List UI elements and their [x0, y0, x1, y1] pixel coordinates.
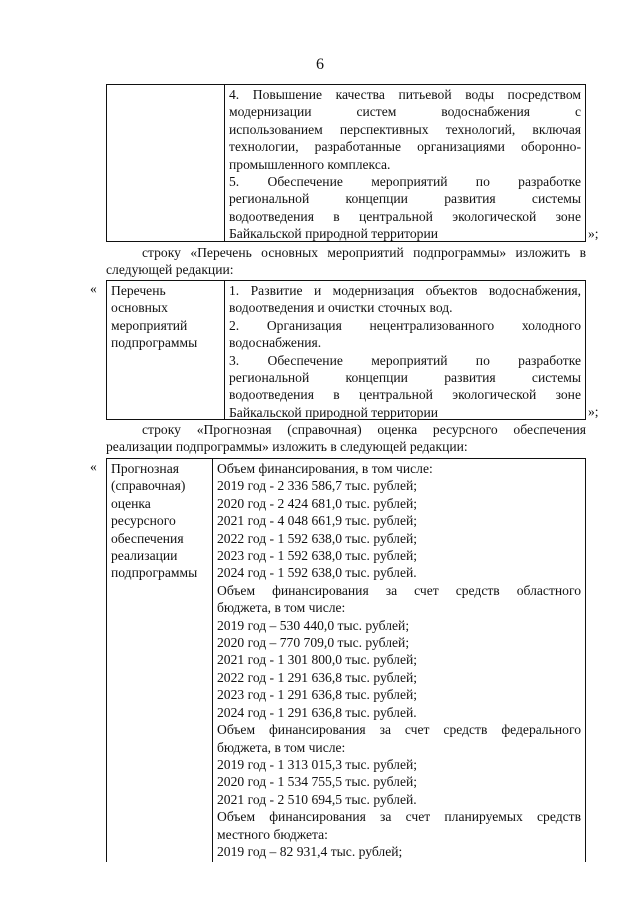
text-line: основных — [111, 300, 168, 316]
text-line: реализации — [111, 548, 178, 564]
table-left-cell — [107, 459, 213, 862]
text-line: подпрограммы — [111, 565, 198, 581]
text-line: 2021 год - 2 510 694,5 тыс. рублей. — [217, 791, 417, 807]
table-right-cell — [225, 281, 585, 419]
text-line: 2019 год - 2 336 586,7 тыс. рублей; — [217, 478, 418, 494]
text-line: водоснабжения. — [229, 335, 322, 351]
text-line: мероприятий — [111, 317, 188, 333]
text-line: использованием перспективных технологий, включая — [229, 121, 581, 137]
text-line: Объем финансирования, в том числе: — [217, 461, 433, 476]
text-line: 2019 год - 1 313 015,3 тыс. рублей; — [217, 756, 418, 772]
text-line: 2021 год - 1 301 800,0 тыс. рублей; — [217, 652, 418, 668]
text-line: 2019 год – 82 931,4 тыс. рублей; — [217, 843, 403, 859]
text-line: Перечень — [111, 283, 166, 298]
text-line: ресурсного — [111, 513, 176, 529]
text-line: 2020 год - 1 534 755,5 тыс. рублей; — [217, 774, 418, 790]
text-line: 2020 год – 770 709,0 тыс. рублей; — [217, 635, 410, 651]
text-line: 5. Обеспечение мероприятий по разработке — [229, 174, 581, 190]
text-line: 3. Обеспечение мероприятий по разработке — [229, 352, 581, 368]
text-line: 2024 год - 1 592 638,0 тыс. рублей. — [217, 565, 417, 581]
text-line: 2022 год - 1 592 638,0 тыс. рублей; — [217, 530, 418, 546]
text-line: 2023 год - 1 592 638,0 тыс. рублей; — [217, 548, 418, 564]
table-left-cell — [107, 281, 225, 419]
text-line: региональной концепции развития системы — [229, 370, 581, 386]
text-line: модернизации систем водоснабжения с — [229, 104, 581, 120]
text-line: 2023 год - 1 291 636,8 тыс. рублей; — [217, 687, 418, 703]
table-right-cell — [225, 85, 585, 241]
text-line: 4. Повышение качества питьевой воды посредством — [229, 87, 581, 102]
table-main-activities — [106, 280, 586, 420]
opening-quote: « — [90, 281, 97, 296]
text-line: Байкальской природной территории — [229, 404, 439, 420]
intro-3-line-2: реализации подпрограммы» изложить в следующей редакции: — [106, 439, 468, 455]
text-line: 1. Развитие и модернизация объектов водоснабжения, — [229, 283, 581, 298]
intro-2-line-2: следующей редакции: — [106, 262, 234, 278]
text-line: обеспечения — [111, 530, 184, 546]
text-line: бюджета, в том числе: — [217, 600, 346, 616]
text-line: 2021 год - 4 048 661,9 тыс. рублей; — [217, 513, 418, 529]
text-line: региональной концепции развития системы — [229, 191, 581, 207]
text-line: Объем финансирования за счет средств федерального — [217, 722, 581, 738]
text-line: местного бюджета: — [217, 826, 328, 842]
text-line: 2024 год - 1 291 636,8 тыс. рублей. — [217, 704, 417, 720]
table-left-cell-empty — [107, 85, 225, 241]
text-line: технологии, разработанные организациями оборонно- — [229, 139, 581, 155]
closing-quote: »; — [588, 404, 599, 419]
text-line: Объем финансирования за счет планируемых средств — [217, 809, 581, 825]
text-line: водоотведения в центральной экологической зоне — [229, 387, 581, 403]
text-line: Прогнозная — [111, 461, 179, 476]
table-water-supply-tasks — [106, 84, 586, 242]
text-line: оценка — [111, 495, 151, 511]
intro-3-line-1: строку «Прогнозная (справочная) оценка ресурсного обеспечения — [142, 422, 586, 437]
text-line: водоотведения и очистки сточных вод. — [229, 300, 453, 316]
text-line: Объем финансирования за счет средств областного — [217, 582, 581, 598]
text-line: подпрограммы — [111, 335, 198, 351]
table-right-cell — [213, 459, 585, 862]
text-line: Байкальской природной территории — [229, 226, 439, 242]
paragraph-intro-2 — [106, 244, 586, 279]
opening-quote: « — [90, 459, 97, 474]
page-number: 6 — [316, 56, 324, 73]
text-line: промышленного комплекса. — [229, 156, 391, 172]
table-resource-forecast — [106, 458, 586, 862]
intro-2-line-1: строку «Перечень основных мероприятий подпрограммы» изложить в — [142, 245, 586, 260]
text-line: 2020 год - 2 424 681,0 тыс. рублей; — [217, 495, 418, 511]
closing-quote: »; — [588, 226, 599, 241]
text-line: 2022 год - 1 291 636,8 тыс. рублей; — [217, 669, 418, 685]
text-line: водоотведения в центральной экологической зоне — [229, 208, 581, 224]
text-line: бюджета, в том числе: — [217, 739, 346, 755]
text-line: 2019 год – 530 440,0 тыс. рублей; — [217, 617, 410, 633]
paragraph-intro-3 — [106, 421, 586, 456]
text-line: 2. Организация нецентрализованного холодного — [229, 317, 581, 333]
text-line: (справочная) — [111, 478, 186, 494]
